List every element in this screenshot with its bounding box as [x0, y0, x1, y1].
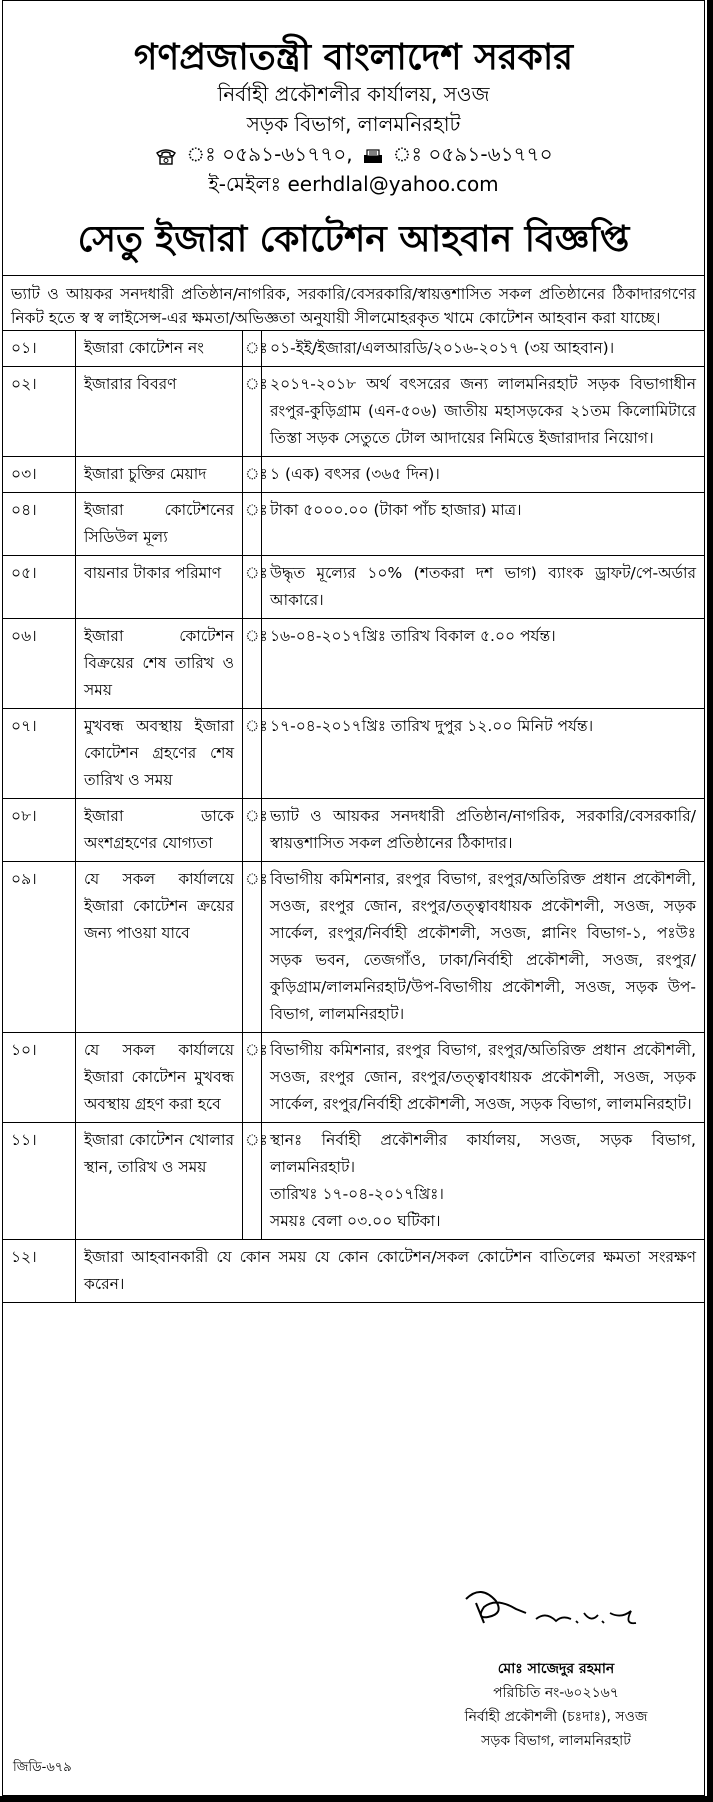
- footer-code: জিডি-৬৭৯: [13, 1760, 72, 1775]
- row-number: ১১।: [3, 1123, 76, 1240]
- row-label: যে সকল কার্যালয়ে ইজারা কোটেশন মুখবন্ধ অবস্থায় গ্রহণ করা হবে: [76, 1033, 243, 1123]
- row-label: ইজারা ডাকে অংশগ্রহণের যোগ্যতা: [76, 799, 243, 862]
- table-row: [3, 709, 705, 799]
- table-row: [3, 862, 705, 1033]
- row-value: ১৬-০৪-২০১৭খ্রিঃ তারিখ বিকাল ৫.০০ পর্যন্ত।: [262, 619, 705, 709]
- table-row: [3, 799, 705, 862]
- table-row: [3, 1033, 705, 1123]
- signatory-name: মোঃ সাজেদুর রহমান: [497, 1661, 615, 1677]
- row-label: মুখবন্ধ অবস্থায় ইজারা কোটেশন গ্রহণের শেষ তারিখ ও সময়: [76, 709, 243, 799]
- notice-title: সেতু ইজারা কোটেশন আহবান বিজ্ঞপ্তি: [77, 218, 630, 260]
- signatory-office: সড়ক বিভাগ, লালমনিরহাট: [481, 1733, 631, 1749]
- row-number: ১০।: [3, 1033, 76, 1123]
- table-row: [3, 493, 705, 556]
- row-value: ১৭-০৪-২০১৭খ্রিঃ তারিখ দুপুর ১২.০০ মিনিট পর্যন্ত।: [262, 709, 705, 799]
- fax-icon: [361, 139, 385, 169]
- table-row: [3, 556, 705, 619]
- government-title: গণপ্রজাতন্ত্রী বাংলাদেশ সরকার: [133, 36, 574, 78]
- row-colon: ঃ: [243, 493, 262, 556]
- row-number: ০২।: [3, 367, 76, 457]
- row-colon: ঃ: [243, 619, 262, 709]
- table-row: [3, 367, 705, 457]
- row-number: ০৬।: [3, 619, 76, 709]
- division-name: সড়ক বিভাগ, লালমনিরহাট: [246, 112, 461, 136]
- row-label: ইজারা কোটেশন নং: [76, 331, 243, 367]
- row-value: বিভাগীয় কমিশনার, রংপুর বিভাগ, রংপুর/অতিরিক্ত প্রধান প্রকৌশলী, সওজ, রংপুর জোন, রংপুর/তত্ত্বাবধায়ক প্রকৌশলী, সওজ, সড়ক সার্কেল, রংপুর/নির্বাহী প্রকৌশলী, সওজ, সড়ক বিভাগ, লালমনিরহাট।: [262, 1033, 705, 1123]
- header: [3, 35, 704, 199]
- row-colon: ঃ: [243, 457, 262, 493]
- row-value: [262, 1123, 705, 1240]
- fax-number: ঃ ০৫৯১-৬১৭৭০: [392, 142, 553, 166]
- telephone-icon: [154, 139, 178, 169]
- email-address: eerhdlal@yahoo.com: [287, 172, 499, 196]
- row-label: বায়নার টাকার পরিমাণ: [76, 556, 243, 619]
- row-label: যে সকল কার্যালয়ে ইজারা কোটেশন ক্রয়ের জন্য পাওয়া যাবে: [76, 862, 243, 1033]
- intro-paragraph: ভ্যাট ও আয়কর সনদধারী প্রতিষ্ঠান/নাগরিক, সরকারি/বেসরকারি/স্বায়ত্তশাসিত সকল প্রতিষ্ঠানের ঠিকাদারগণের নিকট হতে স্ব স্ব লাইসেন্স-এর ক্ষমতা/অভিজ্ঞতা অনুযায়ী সীলমোহরকৃত খামে কোটেশন আহবান করা যাচ্ছে।: [3, 275, 704, 330]
- signature-image: [426, 1579, 686, 1649]
- row-value: বিভাগীয় কমিশনার, রংপুর বিভাগ, রংপুর/অতিরিক্ত প্রধান প্রকৌশলী, সওজ, রংপুর জোন, রংপুর/তত্ত্বাবধায়ক প্রকৌশলী, সওজ, সড়ক সার্কেল, রংপুর/নির্বাহী প্রকৌশলী, সওজ, প্লানিং বিভাগ-১, পঃউঃ সড়ক ভবন, তেজগাঁও, ঢাকা/নির্বাহী প্রকৌশলী, সওজ, রংপুর/কুড়িগ্রাম/লালমনিরহাট/উপ-বিভাগীয় প্রকৌশলী, সওজ, সড়ক উপ-বিভাগ, লালমনিরহাট।: [262, 862, 705, 1033]
- row-value: ১ (এক) বৎসর (৩৬৫ দিন)।: [262, 457, 705, 493]
- row-number: ০৯।: [3, 862, 76, 1033]
- signature-block: [426, 1579, 686, 1753]
- row-colon: ঃ: [243, 799, 262, 862]
- row-value: ইজারা আহবানকারী যে কোন সময় যে কোন কোটেশন/সকল কোটেশন বাতিলের ক্ষমতা সংরক্ষণ করেন।: [76, 1240, 705, 1303]
- row-label: ইজারা কোটেশন বিক্রয়ের শেষ তারিখ ও সময়: [76, 619, 243, 709]
- row-number: ০৩।: [3, 457, 76, 493]
- row-value: ভ্যাট ও আয়কর সনদধারী প্রতিষ্ঠান/নাগরিক, সরকারি/বেসরকারি/স্বায়ত্তশাসিত সকল প্রতিষ্ঠানের ঠিকাদার।: [262, 799, 705, 862]
- row-colon: ঃ: [243, 862, 262, 1033]
- row-colon: ঃ: [243, 556, 262, 619]
- row-number: ০১।: [3, 331, 76, 367]
- office-name: নির্বাহী প্রকৌশলীর কার্যালয়, সওজ: [217, 82, 490, 106]
- email-line: [3, 169, 704, 199]
- row-value: উদ্ধৃত মূল্যের ১০% (শতকরা দশ ভাগ) ব্যাংক ড্রাফট/পে-অর্ডার আকারে।: [262, 556, 705, 619]
- notice-document: [2, 0, 705, 1796]
- row-value: ০১-ইই/ইজারা/এলআরডি/২০১৬-২০১৭ (৩য় আহবান)।: [262, 331, 705, 367]
- signatory-designation: নির্বাহী প্রকৌশলী (চঃদাঃ), সওজ: [464, 1709, 648, 1725]
- row-label: ইজারা চুক্তির মেয়াদ: [76, 457, 243, 493]
- table-row: [3, 457, 705, 493]
- opening-date: তারিখঃ ১৭-০৪-২০১৭খ্রিঃ।: [270, 1185, 444, 1203]
- phone-number: ঃ ০৫৯১-৬১৭৭০,: [186, 142, 353, 166]
- opening-place: স্থানঃ নির্বাহী প্রকৌশলীর কার্যালয়, সওজ, সড়ক বিভাগ, লালমনিরহাট।: [270, 1131, 696, 1176]
- row-number: ০৪।: [3, 493, 76, 556]
- row-label: ইজারার বিবরণ: [76, 367, 243, 457]
- row-number: ০৫।: [3, 556, 76, 619]
- row-colon: ঃ: [243, 1123, 262, 1240]
- row-label: ইজারা কোটেশন খোলার স্থান, তারিখ ও সময়: [76, 1123, 243, 1240]
- contact-line: [3, 139, 704, 169]
- row-value: টাকা ৫০০০.০০ (টাকা পাঁচ হাজার) মাত্র।: [262, 493, 705, 556]
- signatory-id: পরিচিতি নং-৬০২১৬৭: [493, 1685, 619, 1701]
- row-colon: ঃ: [243, 1033, 262, 1123]
- row-colon: ঃ: [243, 367, 262, 457]
- row-value: ২০১৭-২০১৮ অর্থ বৎসরের জন্য লালমনিরহাট সড়ক বিভাগাধীন রংপুর-কুড়িগ্রাম (এন-৫০৬) জাতীয় মহাসড়কের ২১তম কিলোমিটারে তিস্তা সড়ক সেতুতে টোল আদায়ের নিমিত্তে ইজারাদার নিয়োগ।: [262, 367, 705, 457]
- table-row: [3, 1240, 705, 1303]
- table-row: [3, 331, 705, 367]
- row-colon: ঃ: [243, 331, 262, 367]
- notice-table: [2, 330, 705, 1303]
- row-label: ইজারা কোটেশনের সিডিউল মূল্য: [76, 493, 243, 556]
- row-number: ১২।: [3, 1240, 76, 1303]
- row-number: ০৮।: [3, 799, 76, 862]
- email-label: ই-মেইলঃ: [208, 172, 282, 196]
- row-number: ০৭।: [3, 709, 76, 799]
- opening-time: সময়ঃ বেলা ০৩.০০ ঘটিকা।: [270, 1212, 441, 1230]
- row-colon: ঃ: [243, 709, 262, 799]
- table-row: [3, 1123, 705, 1240]
- table-row: [3, 619, 705, 709]
